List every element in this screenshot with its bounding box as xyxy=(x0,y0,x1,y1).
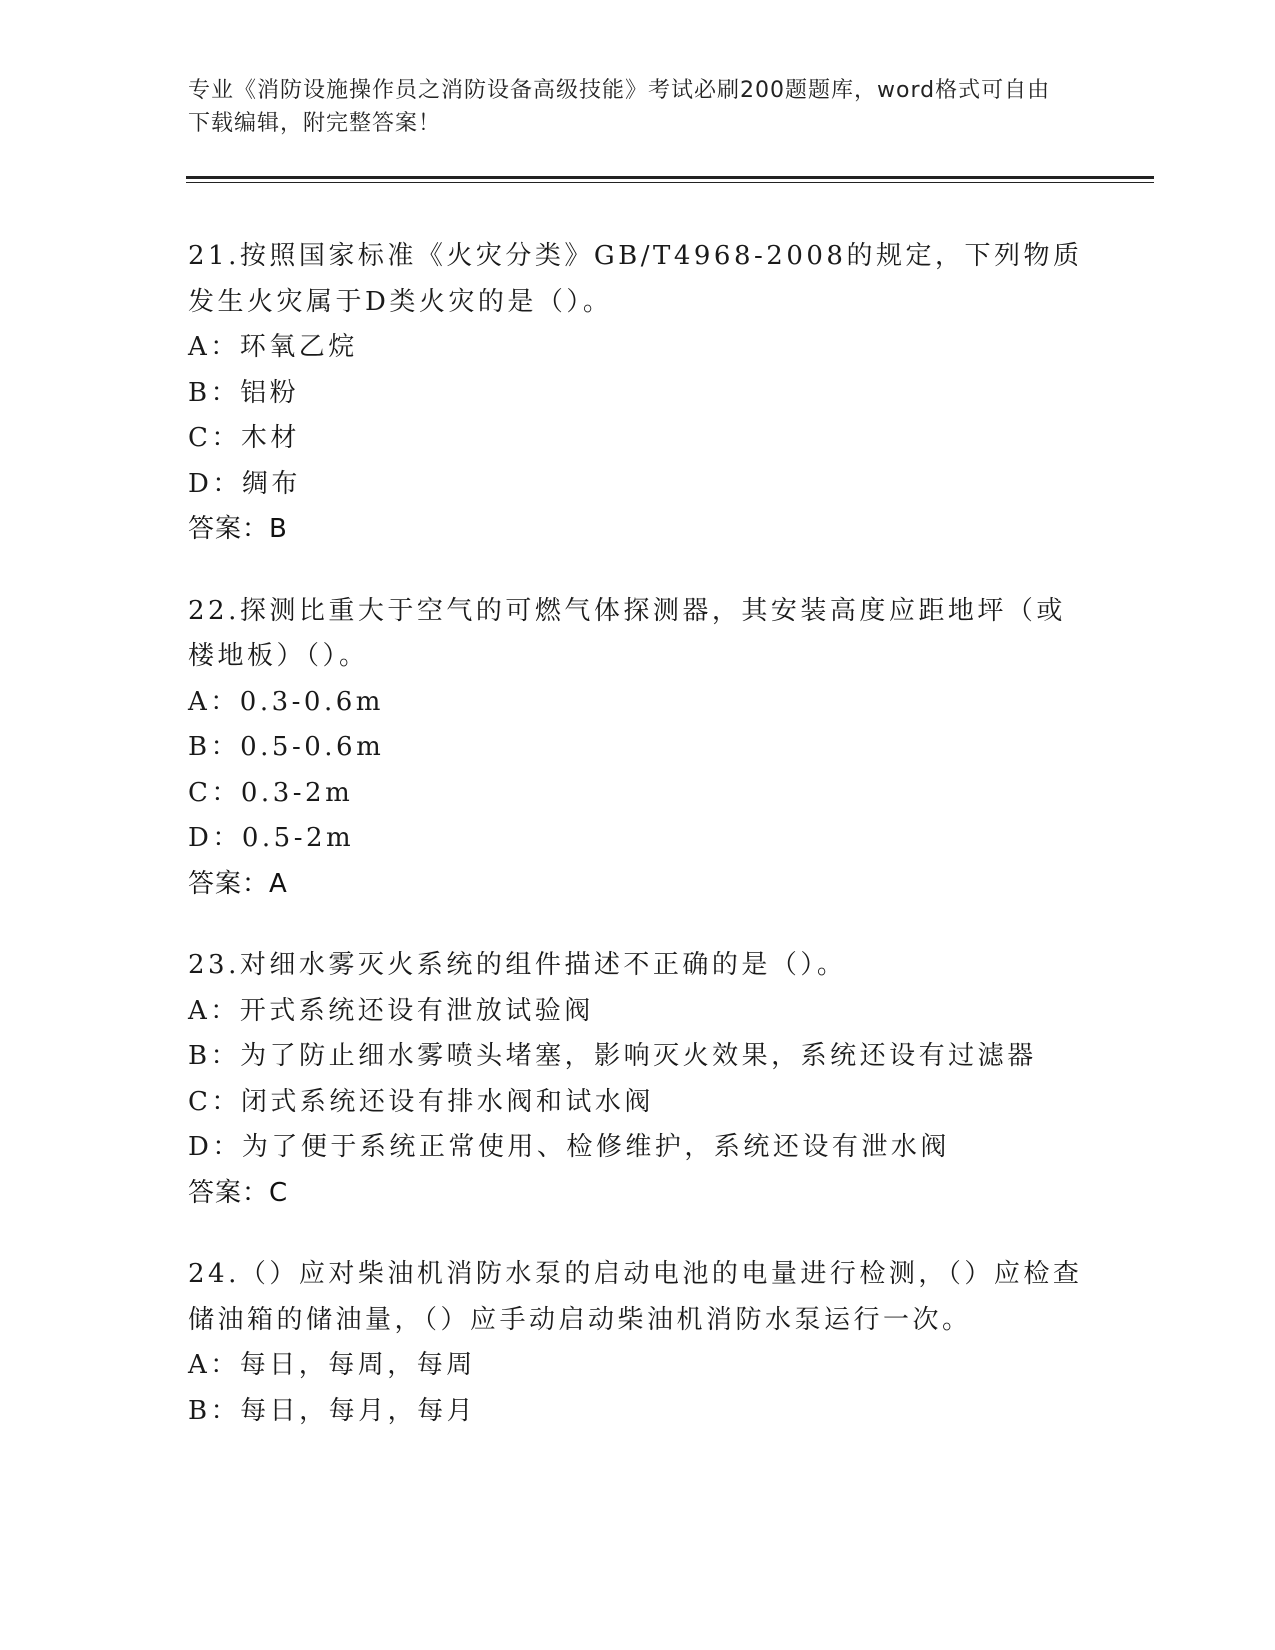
answer-value: C xyxy=(269,1177,289,1208)
header-divider-thick xyxy=(186,176,1154,179)
question-stem: 23.对细水雾灭火系统的组件描述不正确的是（）。 xyxy=(188,950,847,980)
question-21 xyxy=(188,234,1088,553)
option-d: D：绸布 xyxy=(188,468,301,499)
answer-line xyxy=(188,862,1088,908)
option-c: C：闭式系统还设有排水阀和试水阀 xyxy=(188,1086,654,1117)
option-a: A：0.3-0.6m xyxy=(188,686,384,717)
question-22 xyxy=(188,589,1088,908)
question-23 xyxy=(188,943,1088,1216)
option-c: C：0.3-2m xyxy=(188,777,354,808)
option-b: B：0.5-0.6m xyxy=(188,732,385,762)
answer-label: 答案： xyxy=(188,868,270,899)
answer-value: A xyxy=(269,868,288,899)
question-list xyxy=(188,234,1088,1470)
option-b: B：每日，每月，每月 xyxy=(188,1395,477,1426)
question-stem: 21.按照国家标准《火灾分类》GB/T4968-2008的规定，下列物质发生火灾属于D类火灾的是（）。 xyxy=(188,241,1083,317)
option-d: D：0.5-2m xyxy=(188,823,355,853)
answer-line xyxy=(188,507,1088,553)
question-stem: 24.（）应对柴油机消防水泵的启动电池的电量进行检测，（）应检查储油箱的储油量，（）应手动启动柴油机消防水泵运行一次。 xyxy=(188,1259,1083,1335)
answer-value: B xyxy=(269,514,288,544)
option-b: B：铝粉 xyxy=(188,377,300,408)
question-stem: 22.探测比重大于空气的可燃气体探测器，其安装高度应距地坪（或楼地板）（）。 xyxy=(188,595,1066,671)
option-a: A：环氧乙烷 xyxy=(188,332,358,362)
answer-label: 答案： xyxy=(188,1177,270,1208)
answer-line xyxy=(188,1171,1088,1217)
question-24 xyxy=(188,1252,1088,1434)
option-d: D：为了便于系统正常使用、检修维护，系统还设有泄水阀 xyxy=(188,1132,950,1162)
option-a: A：每日，每周，每周 xyxy=(188,1350,476,1380)
header-divider-thin xyxy=(186,182,1154,183)
answer-label: 答案： xyxy=(188,514,270,544)
option-b: B：为了防止细水雾喷头堵塞，影响灭火效果，系统还设有过滤器 xyxy=(188,1041,1037,1071)
document-header: 专业《消防设施操作员之消防设备高级技能》考试必刷200题题库，word格式可自由下载编辑，附完整答案！ xyxy=(188,78,1051,136)
option-a: A：开式系统还设有泄放试验阀 xyxy=(188,995,594,1026)
option-c: C：木材 xyxy=(188,423,300,453)
